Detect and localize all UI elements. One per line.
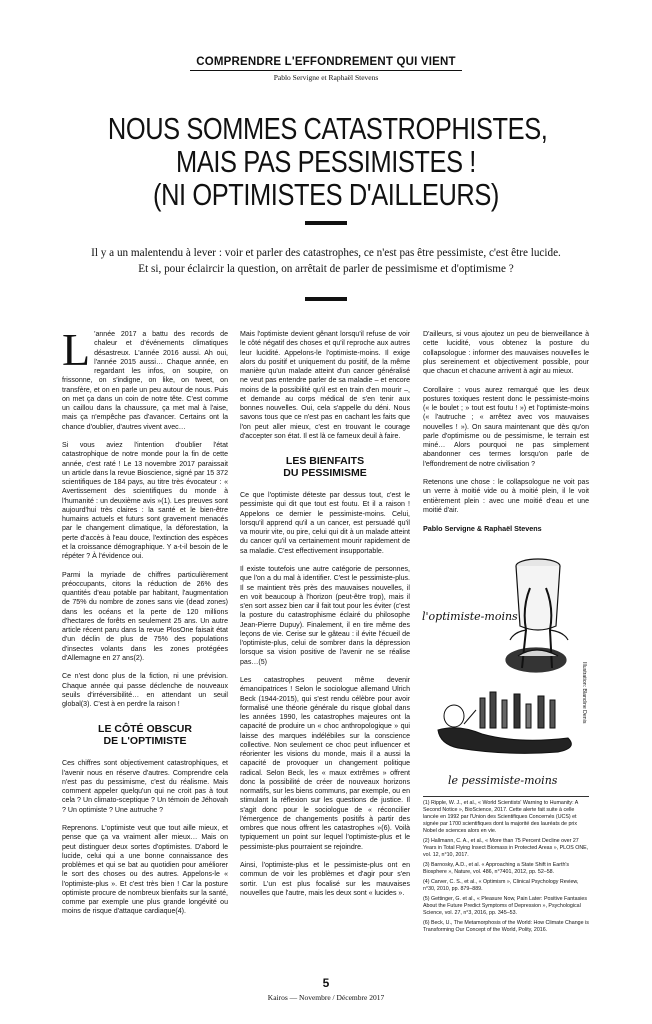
column-1 <box>62 324 228 926</box>
paragraph: Les catastrophes peuvent même devenir émancipatrices ! Selon le sociologue allemand Ulrich Beck (1944-2015), qui s'est rendu célèbre pour avoir formalisé une théorie générale du risque global dans les années 1990, les catastrophes majeures ont la capacité de produire un « choc anthropologique » qui laisse des marques indélébiles sur la conscience collective. Non seulement ce choc peut influencer et réorienter les visions du monde, mais il a aussi la capacité de provoquer un changement politique radical. Selon Beck, les « maux extrêmes » offrent donc la possibilité de créer de nouveaux horizons normatifs, sur les biens communs, par exemple, ou en stimulant la réflexion sur les questions de justice. Il s'agit donc pour le sociologue de « réconcilier l'émergence de changements positifs à partir des ombres que nous offrent les catastrophes »(6). Voilà typiquement un point sur lequel l'optimiste-plus et le pessimiste-plus pourraient se rejoindre. <box>240 677 410 851</box>
paragraph: Retenons une chose : le collapsologue ne voit pas un verre à moitié vide ou à moitié plein, il le voit entièrement plein : avec une moitié d'eau et une moitié d'air. <box>423 479 589 514</box>
paragraph: Ainsi, l'optimiste-plus et le pessimiste-plus ont en commun de voir les problèmes et d'agir pour s'en sortir. L'un est plus focalisé sur les mauvaises nouvelles que l'autre, mais les deux sont « lucides ». <box>240 862 410 897</box>
footnote: (5) Gettinger, G. et al., « Pleasure Now, Pain Later: Positive Fantasies About the Future Predict Symptoms of Depression », Psychological Science, vol. 27, n°3, 2016, pp. 345–53. <box>423 896 587 916</box>
title-line-3: (NI OPTIMISTES D'AILLEURS) <box>153 177 499 212</box>
paragraph: Corollaire : vous aurez remarqué que les deux postures toxiques restent donc le pessimiste-moins (« le boulet ; » tout est foutu ! ») et l'optimiste-moins (« l'autruche ; « arrêtez avec vos mauvaises nouvelles ! »). On saura maintenant que dès qu'on parle d'optimisme ou de pessimisme, le terrain est miné… Alors pourquoi ne pas simplement abandonner ces termes lorsqu'on parle de l'effondrement de notre civilisation ? <box>423 386 589 468</box>
paragraph: Si vous aviez l'intention d'oublier l'état catastrophique de notre monde pour la fin de cette année, c'est raté ! Le 13 novembre 2017 paraissait un article dans la revue Bioscience, signé par 15 372 scientifiques de 184 pays, au titre très évocateur : « Avertissement des scientifiques du monde à l'humanité : un deuxième avis »(1). Les preuves sont aujourd'hui très claires : la santé et le bien-être humains actuels et futurs sont gravement menacés par le changement climatique, la déforestation, la perte d'accès à l'eau douce, l'extinction des espèces et la croissance démographique. Y a-t-il besoin de le répéter ? À l'évidence oui. <box>62 442 228 560</box>
signature: Pablo Servigne & Raphaël Stevens <box>423 524 542 534</box>
header-authors: Pablo Servigne et Raphaël Stevens <box>273 73 379 82</box>
paragraph: Reprenons. L'optimiste veut que tout aille mieux, et pense que ça va vraiment aller mieux… Mais on peut distinguer deux sortes d'optimistes. D'abord le lucide, celui qui a une bonne connaissance des problèmes et qui se bat au quotidien pour améliorer le sort des choses ou des autres. Appelons-le « l'optimiste-plus ». Et c'est très bien ! Car la posture optimiste procure de nombreux bienfaits sur la santé, comme par exemple une plus grande longévité ou moins de risque d'attaque cardiaque(4). <box>62 825 228 916</box>
title-line-1: NOUS SOMMES CATASTROPHISTES, <box>107 111 548 146</box>
notes-divider <box>423 796 589 797</box>
pessimist-figure <box>438 692 571 753</box>
illustration-label-bottom: le pessimiste-moins <box>448 774 558 787</box>
subheading-line: DU PESSIMISME <box>283 467 367 479</box>
footnotes <box>423 800 589 937</box>
article-title <box>107 111 548 212</box>
page-number: 5 <box>322 976 330 990</box>
title-line-2: MAIS PAS PESSIMISTES ! <box>176 144 476 179</box>
article-lead <box>62 245 590 277</box>
paragraph: Ce n'est donc plus de la fiction, ni une prévision. Chaque année qui passe déclenche de nouveaux seuils d'irréversibilité… en attendant un seuil global(3). C'est à en perdre la raison ! <box>62 673 228 708</box>
column-3 <box>423 330 589 534</box>
issue-footer: Kairos — Novembre / Décembre 2017 <box>267 993 385 1002</box>
footnote: (1) Ripple, W. J., et al., « World Scientists' Warning to Humanity: A Second Notice », BioScience, 2017. Cette alerte fait suite à celle lancée en 1992 par l'Union des Scientifiques Concernés (UCS) et signée par 1700 scientifiques dont la majorité des lauréats de prix Nobel de sciences alors en vie. <box>423 800 578 834</box>
paragraph: Ce que l'optimiste déteste par dessus tout, c'est le pessimiste qui dit que tout est foutu. Et il a raison ! Appelons ce dernier le pessimiste-moins. Celui, lorsqu'il apprend qu'il a un cancer, est persuadé qu'il va mourir vite, ou pire, celui qui dit à un malade atteint du cancer qu'il va certainement mourir rapidement de sa maladie. C'est effectivement insupportable. <box>240 492 410 555</box>
footnote: (4) Carver, C. S., et al., « Optimism », Clinical Psychology Review, n°30, 2010, pp. 879–889. <box>423 879 579 892</box>
illustration <box>418 548 594 794</box>
page-header <box>0 52 652 82</box>
illustration-label-top: l'optimiste-moins <box>422 610 518 623</box>
paragraph-text: 'année 2017 a battu des records de chaleur et d'événements climatiques désastreux. L'année 2016 aussi. Ah oui, l'année 2015 aussi… Chaque année, en regardant les infos, on soupire, on frissonne, on s'indigne, on like, on tweet, on transfère, et on en parle un peu autour de nous. Puis on met ça dans un coin de notre tête. C'est comme un caillou dans la chaussure, ça met mal à l'aise, mais ça n'empêche pas d'avancer. Certains ont la chance d'oublier, d'autres vivent avec… <box>62 331 228 431</box>
title-divider <box>305 221 347 225</box>
subheading <box>62 723 228 747</box>
section-kicker: COMPRENDRE L'EFFONDREMENT QUI VIENT <box>190 56 462 71</box>
drop-cap: L <box>62 324 91 375</box>
footnote: (6) Beck, U., The Metamorphosis of the World: How Climate Change is Transforming Our Concept of the World, Polity, 2016. <box>423 920 589 933</box>
footnote: (2) Hallmann, C. A., et al., « More than 75 Percent Decline over 27 Years in Total Flying Insect Biomass in Protected Areas », PLOS ONE, vol. 12, n°10, 2017. <box>423 838 589 858</box>
paragraph: Il existe toutefois une autre catégorie de personnes, que l'on a du mal à identifier. C'est le pessimiste-plus. Il se maintient très près des mauvaises nouvelles, il en voit beaucoup à l'horizon (peut-être trop), mais il s'en sort assez bien car il fait tout pour les éviter (c'est la posture du catastrophisme éclairé du philosophe Jean-Pierre Dupuy). Finalement, il en tire même des leçons de vie. Cerise sur le gâteau : il évite l'écueil de l'optimiste-plus, celui de sombrer dans la dépression lorsque sa vision positive de l'avenir ne se réalise pas…(5) <box>240 566 410 666</box>
subheading-line: LES BIENFAITS <box>285 455 365 467</box>
paragraph <box>62 324 228 432</box>
footnote: (3) Barnosky, A.D., et al. « Approaching a State Shift in Earth's Biosphere », Nature, vol. 486, n°7401, 2012, pp. 52–58. <box>423 862 570 875</box>
paragraph: D'ailleurs, si vous ajoutez un peu de bienveillance à cette lucidité, vous obtenez la posture du collapsologue : informer des mauvaises nouvelles le plus sereinement et objectivement possible, pour que chacun et chacune arrivent à agir au mieux. <box>423 331 589 375</box>
lead-line-2: Et si, pour éclaircir la question, on arrêtait de parler de pessimisme et d'optimisme ? <box>138 263 514 275</box>
paragraph: Mais l'optimiste devient gênant lorsqu'il refuse de voir le côté négatif des choses et qu'il reproche aux autres leur lucidité. Appelons-le l'optimiste-moins. Il exige alors du positif et uniquement du positif, de la même manière qu'un malade atteint d'un cancer généralisé ne veut pas entendre parler de sa maladie – et encore moins de la possibilité qu'il est en train d'en mourir –, et demande au corps médical de s'en tenir aux bonnes nouvelles. Oui, cela s'appelle du déni. Nous savons tous que ce n'est pas en cachant les faits que l'on peut aller mieux, c'est en trouvant le courage d'accepter son état. Il est là ce fameux deuil à faire. <box>240 331 410 440</box>
subheading-line: LE CÔTÉ OBSCUR <box>98 723 192 736</box>
illustration-credit: Illustration: Blandine Denis <box>581 662 587 724</box>
paragraph: Ces chiffres sont objectivement catastrophiques, et l'avenir nous en réserve d'autres. Comprendre cela n'est pas du pessimisme, c'est du réalisme. Mais comment appeler quelqu'un qui ne croit pas à tout cela ? Un climato-sceptique ? Un témoin de Jéhovah ? Un optimiste ? Une autruche ? <box>62 760 228 814</box>
subheading-line: DE L'OPTIMISTE <box>103 735 187 748</box>
lead-divider <box>305 297 347 301</box>
column-2 <box>240 330 410 907</box>
lead-line-1: Il y a un malentendu à lever : voir et parler des catastrophes, ce n'est pas être pessimiste, c'est être lucide. <box>91 247 561 259</box>
paragraph: Parmi la myriade de chiffres particulièrement préoccupants, citons la réduction de 26% des quantités d'eau potable par habitant, l'augmentation de 75% du nombre de zones sans vie (dead zones) dans les océans et la perte de 120 millions d'hectares de forêts en seulement 25 ans. Un autre article récent paru dans la revue PlosOne faisait état d'un déclin de plus de 75% des populations d'insectes volants dans les zones protégées d'Allemagne en 27 ans(2). <box>62 571 228 662</box>
subheading <box>240 455 410 479</box>
